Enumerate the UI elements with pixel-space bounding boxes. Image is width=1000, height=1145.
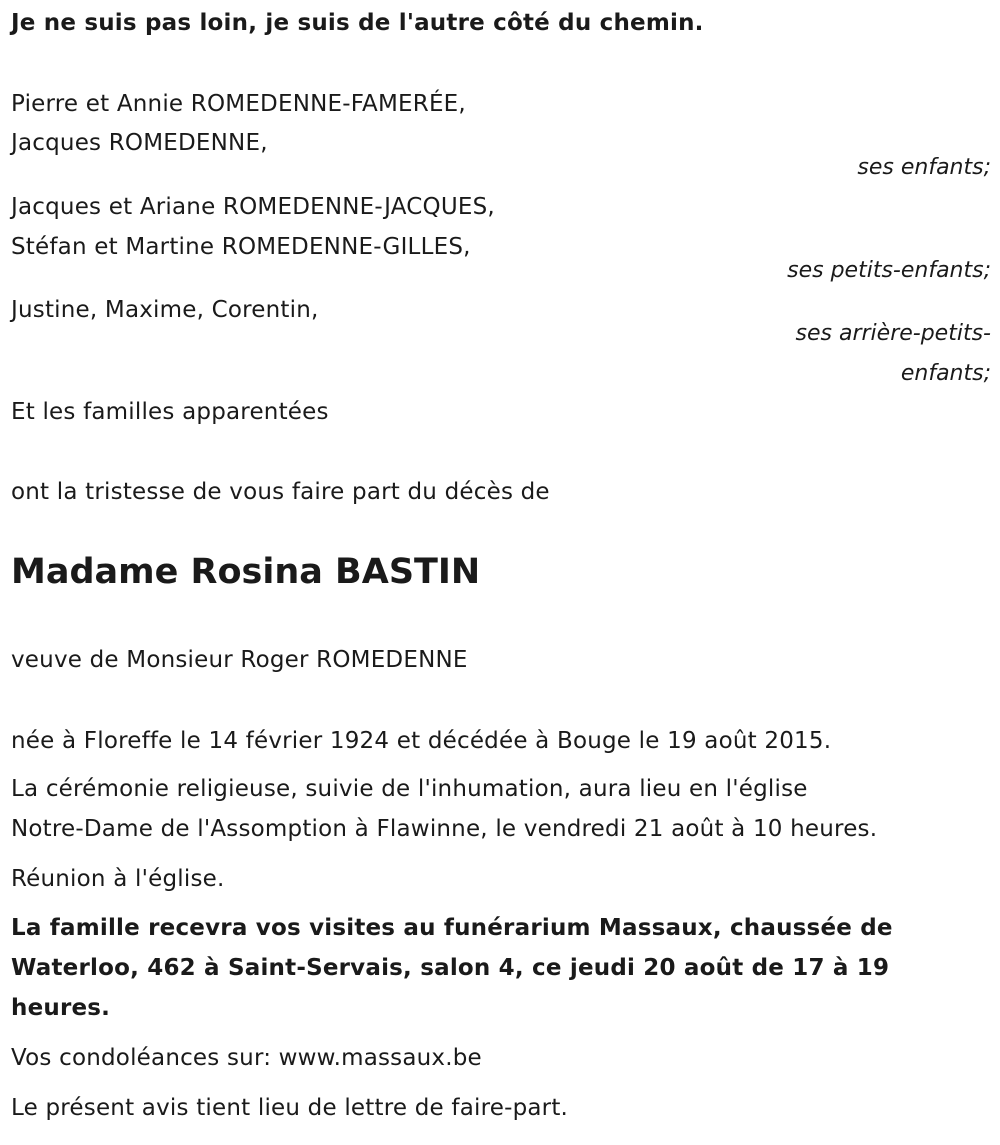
- related-families: Et les familles apparentées: [11, 399, 329, 425]
- great-grandchildren-names: Justine, Maxime, Corentin,: [11, 297, 319, 323]
- deceased-name: Madame Rosina BASTIN: [11, 552, 481, 592]
- birth-death: née à Floreffe le 14 février 1924 et décédée à Bouge le 19 août 2015.: [11, 728, 832, 754]
- announcement: ont la tristesse de vous faire part du décès de: [11, 479, 550, 505]
- ceremony-line-2: Notre-Dame de l'Assomption à Flawinne, le vendredi 21 août à 10 heures.: [11, 816, 878, 842]
- grandchildren-name-2: Stéfan et Martine ROMEDENNE-GILLES,: [11, 234, 471, 260]
- children-name-1: Pierre et Annie ROMEDENNE-FAMERÉE,: [11, 91, 466, 117]
- condolences: Vos condoléances sur: www.massaux.be: [11, 1045, 482, 1071]
- children-name-2: Jacques ROMEDENNE,: [11, 130, 268, 156]
- visits-line-2: Waterloo, 462 à Saint-Servais, salon 4, ce jeudi 20 août de 17 à 19: [11, 955, 890, 981]
- great-grandchildren-relation-line-2: enfants;: [900, 361, 991, 386]
- notice: Le présent avis tient lieu de lettre de faire-part.: [11, 1095, 569, 1121]
- grandchildren-relation: ses petits-enfants;: [787, 258, 991, 283]
- ceremony-line-1: La cérémonie religieuse, suivie de l'inhumation, aura lieu en l'église: [11, 776, 808, 802]
- great-grandchildren-relation-line-1: ses arrière-petits-: [795, 321, 991, 346]
- epitaph: Je ne suis pas loin, je suis de l'autre côté du chemin.: [11, 10, 704, 36]
- grandchildren-name-1: Jacques et Ariane ROMEDENNE-JACQUES,: [11, 194, 495, 220]
- widow-of: veuve de Monsieur Roger ROMEDENNE: [11, 647, 468, 673]
- meeting: Réunion à l'église.: [11, 866, 225, 892]
- visits-line-3: heures.: [11, 995, 111, 1021]
- visits-line-1: La famille recevra vos visites au funérarium Massaux, chaussée de: [11, 915, 893, 941]
- children-relation: ses enfants;: [857, 155, 991, 180]
